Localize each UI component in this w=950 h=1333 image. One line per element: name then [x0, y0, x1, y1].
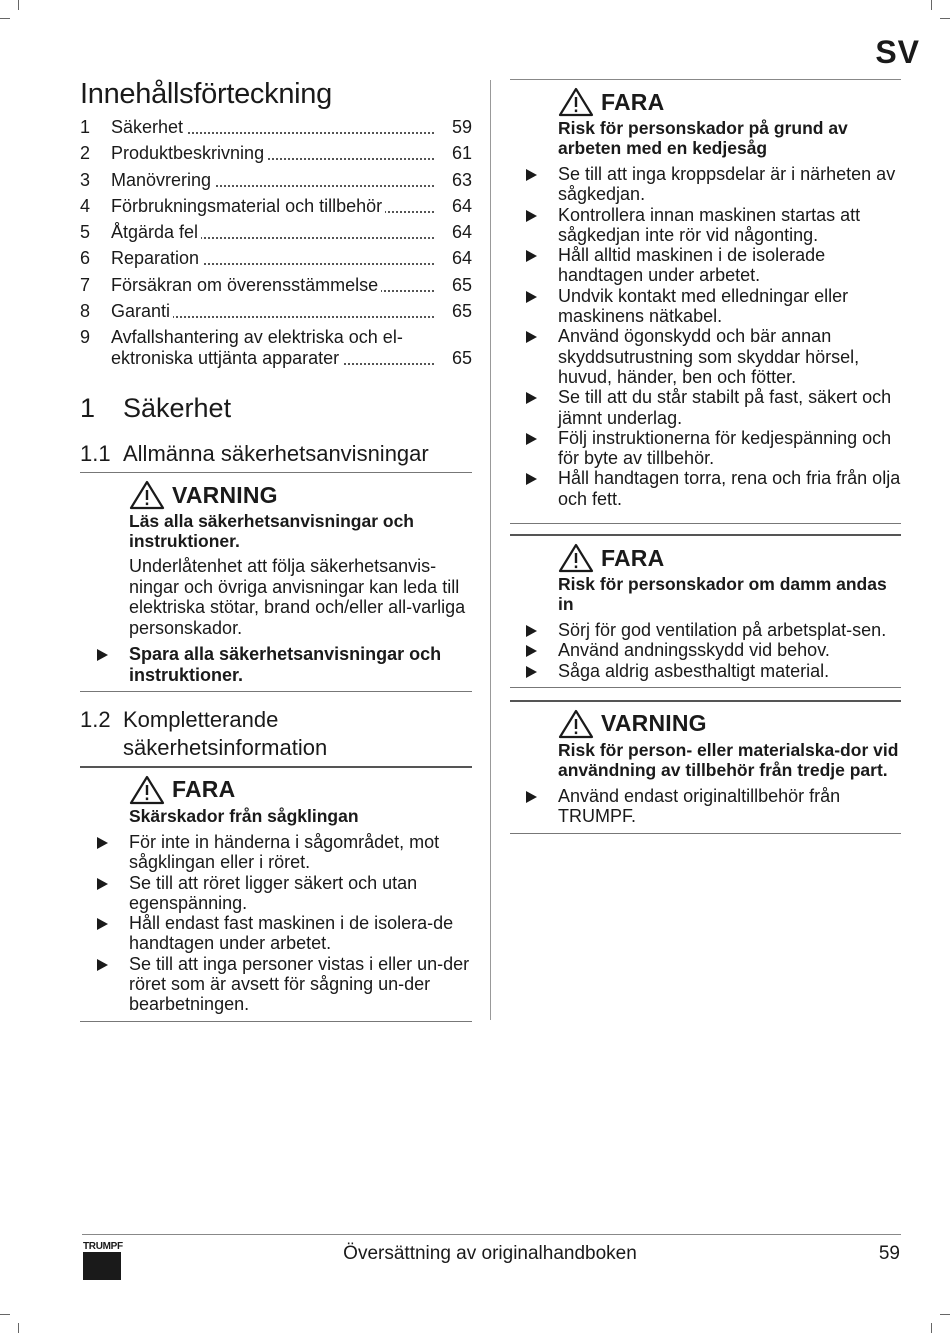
rule — [510, 687, 901, 688]
warning-triangle-icon — [129, 775, 165, 805]
risk-text: Skärskador från sågklingan — [129, 805, 359, 826]
arrow-bullet-icon — [526, 473, 537, 485]
danger-header: FARA — [558, 542, 901, 574]
subsection-heading: 1.1 Allmänna säkerhetsanvisningar — [80, 441, 429, 467]
arrow-bullet-icon — [526, 331, 537, 343]
list-item: Använd andningsskydd vid behov. — [558, 640, 901, 660]
list-item: Se till att inga kroppsdelar är i närheten av sågkedjan. — [558, 164, 901, 205]
arrow-bullet-icon — [526, 210, 537, 222]
arrow-bullet-icon — [97, 878, 108, 890]
warning-box — [510, 702, 901, 833]
arrow-bullet-icon — [526, 645, 537, 657]
danger-header: FARA — [129, 774, 472, 806]
arrow-bullet-icon — [526, 791, 537, 803]
warning-triangle-icon — [558, 543, 594, 573]
danger-box — [510, 536, 901, 687]
toc-item[interactable]: 9 Avfallshantering av elektriska och el- ektroniska uttjänta apparater 65 — [80, 327, 472, 369]
arrow-bullet-icon — [526, 250, 537, 262]
toc-item[interactable]: 8 Garanti 65 — [80, 301, 472, 322]
toc-item[interactable]: 5 Åtgärda fel 64 — [80, 222, 472, 243]
footer-text: Översättning av originalhandboken — [343, 1243, 637, 1264]
crop-mark — [940, 18, 950, 19]
list-item: Se till att röret ligger säkert och utan egenspänning. — [129, 873, 472, 914]
danger-box — [80, 768, 472, 1021]
rule — [510, 833, 901, 834]
rule — [510, 523, 901, 524]
risk-text: Risk för person- eller materialska-dor vid användning av tillbehör från tredje part. — [558, 739, 899, 780]
list-item: Se till att du står stabilt på fast, säkert och jämnt underlag. — [558, 387, 901, 428]
list-item: Undvik kontakt med elledningar eller maskinens nätkabel. — [558, 286, 901, 327]
crop-mark — [18, 1323, 19, 1333]
left-column — [80, 78, 472, 1022]
risk-text: Läs alla säkerhetsanvisningar och instruktioner. — [129, 511, 414, 552]
list-item: För inte in händerna i sågområdet, mot sågklingan eller i röret. — [129, 832, 472, 873]
footer-rule — [82, 1234, 901, 1235]
arrow-bullet-icon — [526, 392, 537, 404]
list-item: Använd endast originaltillbehör från TRUMPF. — [558, 786, 901, 827]
list-item: Sörj för god ventilation på arbetsplat-sen. — [558, 620, 901, 640]
toc-item[interactable]: 1 Säkerhet 59 — [80, 117, 472, 137]
danger-box — [510, 86, 901, 515]
list-item: Kontrollera innan maskinen startas att sågkedjan inte rör vid någonting. — [558, 205, 901, 246]
arrow-bullet-icon — [97, 649, 108, 661]
arrow-bullet-icon — [97, 959, 108, 971]
arrow-bullet-icon — [526, 291, 537, 303]
toc-item[interactable]: 2 Produktbeskrivning 61 — [80, 143, 472, 164]
list-item: Håll alltid maskinen i de isolerade handtagen under arbetet. — [558, 245, 901, 286]
top-rule — [510, 79, 901, 80]
warning-triangle-icon — [558, 87, 594, 117]
list-item: Se till att inga personer vistas i eller un-der röret som är avsett för sågning un-der bearbetningen. — [129, 954, 472, 1015]
warning-body: Underlåtenhet att följa säkerhetsanvis-ningar och övriga anvisningar kan leda till elektriska stötar, brand och/eller all-varliga personskador. — [129, 556, 466, 638]
arrow-bullet-icon — [526, 169, 537, 181]
warning-triangle-icon — [558, 709, 594, 739]
crop-mark — [931, 1323, 932, 1333]
toc-title: Innehållsförteckning — [80, 78, 332, 110]
list-item: Använd ögonskydd och bär annan skyddsutrustning som skyddar hörsel, huvud, händer, ben och fötter. — [558, 326, 901, 387]
section-heading: 1 Säkerhet — [80, 393, 232, 424]
danger-header: FARA — [558, 86, 901, 118]
table-of-contents — [80, 117, 472, 369]
risk-text: Risk för personskador på grund av arbeten med en kedjesåg — [558, 118, 848, 158]
action-list — [558, 786, 901, 827]
action-list — [558, 164, 901, 509]
toc-item[interactable]: 4 Förbrukningsmaterial och tillbehör 64 — [80, 195, 472, 216]
warning-triangle-icon — [129, 480, 165, 510]
crop-mark — [0, 18, 10, 19]
list-item: Spara alla säkerhetsanvisningar och instruktioner. — [129, 644, 472, 685]
action-list — [129, 644, 472, 685]
crop-mark — [931, 0, 932, 10]
arrow-bullet-icon — [526, 433, 537, 445]
list-item: Följ instruktionerna för kedjespänning och för byte av tillbehör. — [558, 428, 901, 469]
arrow-bullet-icon — [97, 837, 108, 849]
crop-mark — [940, 1314, 950, 1315]
language-tag: SV — [875, 34, 920, 70]
warning-box — [80, 473, 472, 691]
action-list — [558, 620, 901, 681]
action-list — [129, 832, 472, 1015]
warning-header: VARNING — [558, 708, 901, 740]
rule — [80, 1021, 472, 1022]
warning-header: VARNING — [129, 479, 472, 511]
page-number: 59 — [878, 1243, 900, 1264]
subsection-heading: 1.2 Kompletterande säkerhetsinformation — [80, 706, 328, 760]
rule — [80, 691, 472, 692]
arrow-bullet-icon — [526, 625, 537, 637]
risk-text: Risk för personskador om damm andas in — [558, 574, 887, 615]
list-item: Såga aldrig asbesthaltigt material. — [558, 661, 901, 681]
toc-item[interactable]: 7 Försäkran om överensstämmelse 65 — [80, 274, 472, 295]
list-item: Håll endast fast maskinen i de isolera-de handtagen under arbetet. — [129, 913, 472, 954]
crop-mark — [18, 0, 19, 10]
column-divider — [490, 80, 491, 1020]
arrow-bullet-icon — [97, 918, 108, 930]
list-item: Håll handtagen torra, rena och fria från olja och fett. — [558, 468, 901, 509]
crop-mark — [0, 1314, 10, 1315]
toc-item[interactable]: 6 Reparation 64 — [80, 248, 472, 269]
right-column — [510, 86, 901, 834]
toc-item[interactable]: 3 Manövrering 63 — [80, 169, 472, 190]
trumpf-logo-text: TRUMPF — [83, 1241, 123, 1252]
arrow-bullet-icon — [526, 666, 537, 678]
